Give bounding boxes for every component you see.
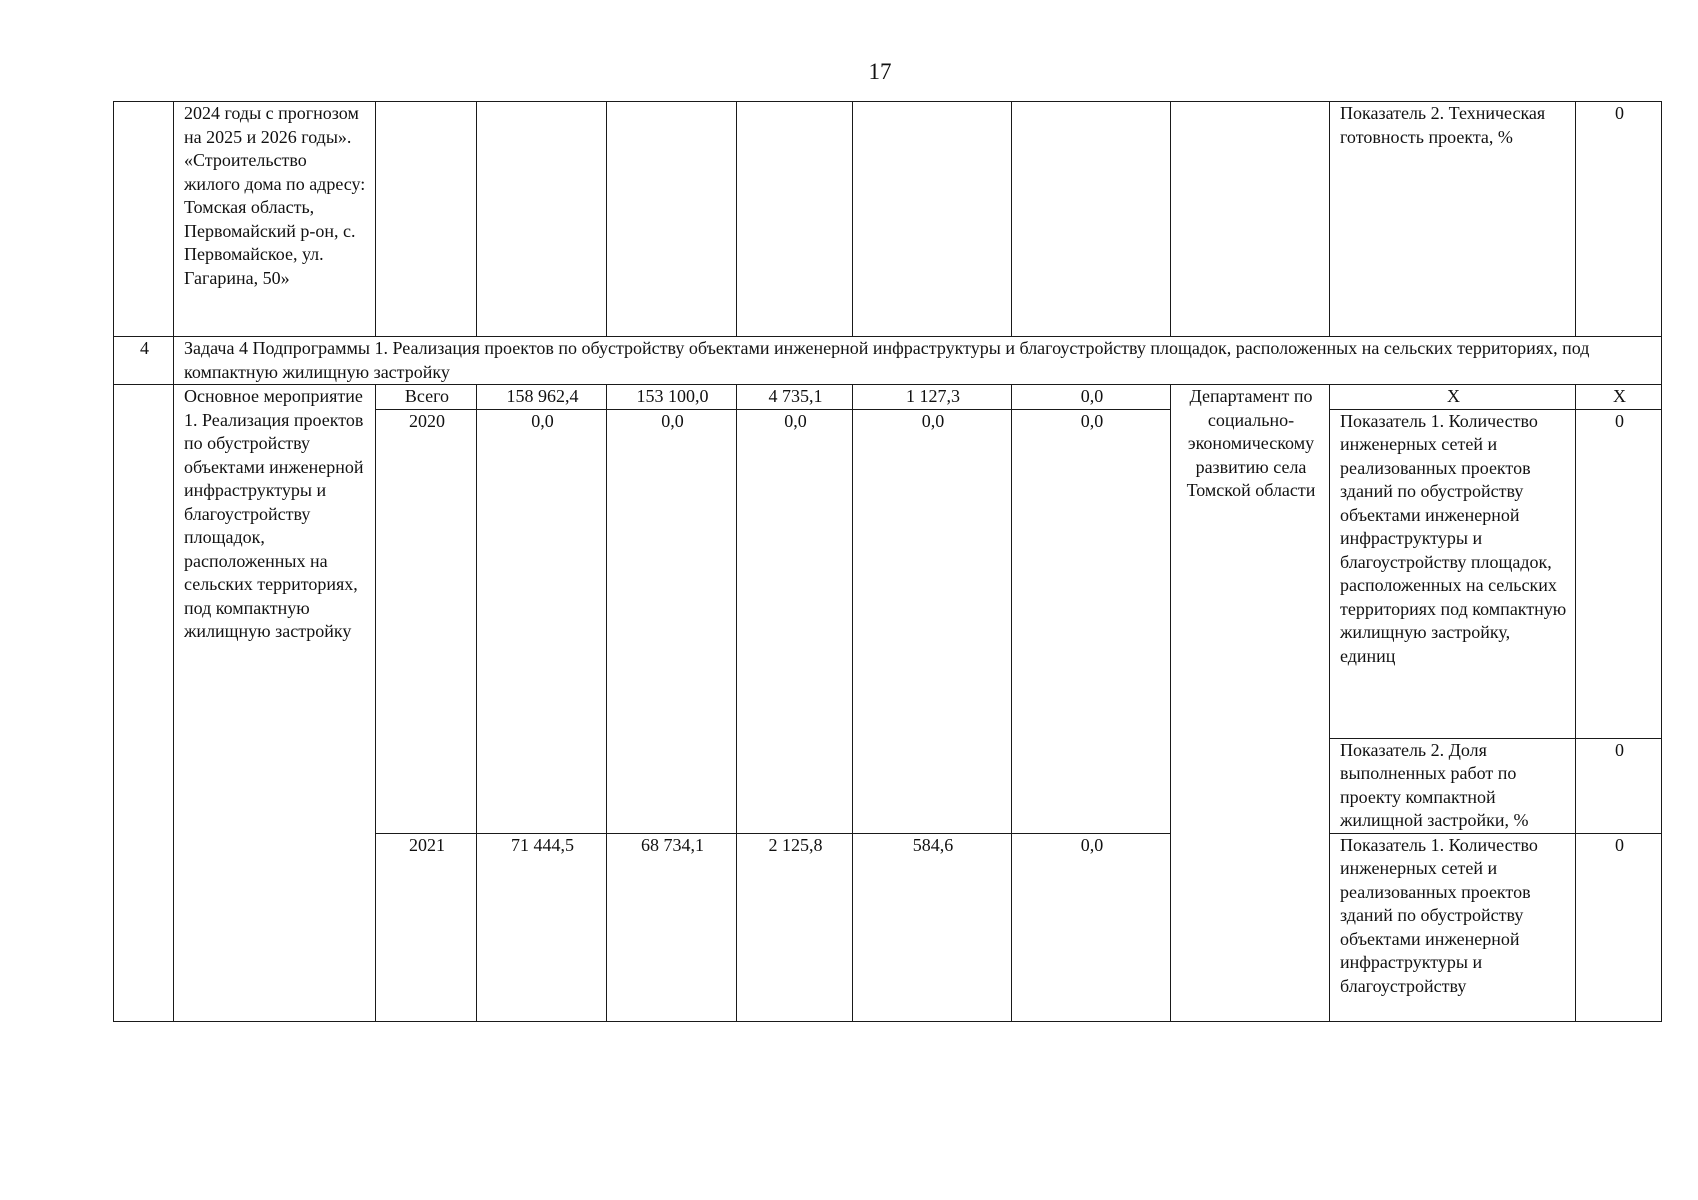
funding-other-cell	[1012, 102, 1171, 337]
indicator-value-cell: 0	[1576, 833, 1662, 1021]
local-value: 1 127,3	[853, 385, 1012, 410]
federal-value: 0,0	[607, 409, 737, 833]
federal-value: 153 100,0	[607, 385, 737, 410]
task-text: Задача 4 Подпрограммы 1. Реализация проектов по обустройству объектами инженерной инфраструктуры и благоустройству площадок, расположенных на сельских территориях, под компактную жилищную застройку	[174, 337, 1662, 385]
period-label: 2020	[376, 409, 477, 833]
indicator-cell: Показатель 1. Количество инженерных сетей и реализованных проектов зданий по обустройству объектами инженерной инфраструктуры и благоустройству площадок, расположенных на сельских территориях под компактную жилищную застройку, единиц	[1330, 409, 1576, 738]
total-value: 158 962,4	[477, 385, 607, 410]
other-value: 0,0	[1012, 409, 1171, 833]
continued-row	[114, 102, 1662, 337]
program-table	[113, 101, 1662, 1022]
activity-name-cell: Основное мероприятие 1. Реализация проектов по обустройству объектами инженерной инфраструктуры и благоустройству площадок, расположенных на сельских территориях, под компактную жилищную застройку	[174, 385, 376, 1022]
other-value: 0,0	[1012, 385, 1171, 410]
row-number-cell	[114, 385, 174, 1022]
total-value: 0,0	[477, 409, 607, 833]
regional-value: 0,0	[737, 409, 853, 833]
regional-value: 2 125,8	[737, 833, 853, 1021]
indicator-value-cell: 0	[1576, 102, 1662, 337]
local-value: 584,6	[853, 833, 1012, 1021]
period-label: 2021	[376, 833, 477, 1021]
indicator-value-cell: X	[1576, 385, 1662, 410]
funding-total-cell	[477, 102, 607, 337]
federal-value: 68 734,1	[607, 833, 737, 1021]
responsible-department: Департамент по социально-экономическому развитию села Томской области	[1171, 385, 1330, 1022]
task-number: 4	[114, 337, 174, 385]
local-value: 0,0	[853, 409, 1012, 833]
indicator-cell: X	[1330, 385, 1576, 410]
period-label: Всего	[376, 385, 477, 410]
indicator-cell: Показатель 1. Количество инженерных сетей и реализованных проектов зданий по обустройству объектами инженерной инфраструктуры и благоустройству	[1330, 833, 1576, 1021]
indicator-cell: Показатель 2. Техническая готовность проекта, %	[1330, 102, 1576, 337]
total-value: 71 444,5	[477, 833, 607, 1021]
indicator-value-cell: 0	[1576, 738, 1662, 833]
indicator-cell: Показатель 2. Доля выполненных работ по проекту компактной жилищной застройки, %	[1330, 738, 1576, 833]
funding-federal-cell	[607, 102, 737, 337]
other-value: 0,0	[1012, 833, 1171, 1021]
total-row	[114, 385, 1662, 410]
activity-name-cell: 2024 годы с прогнозом на 2025 и 2026 годы». «Строительство жилого дома по адресу: Томская область, Первомайский р-он, с. Первомайское, ул. Гагарина, 50»	[174, 102, 376, 337]
funding-regional-cell	[737, 102, 853, 337]
regional-value: 4 735,1	[737, 385, 853, 410]
page-number: 17	[868, 59, 892, 84]
funding-local-cell	[853, 102, 1012, 337]
indicator-value-cell: 0	[1576, 409, 1662, 738]
period-cell	[376, 102, 477, 337]
row-number-cell	[114, 102, 174, 337]
task-row	[114, 337, 1662, 385]
responsible-cell	[1171, 102, 1330, 337]
